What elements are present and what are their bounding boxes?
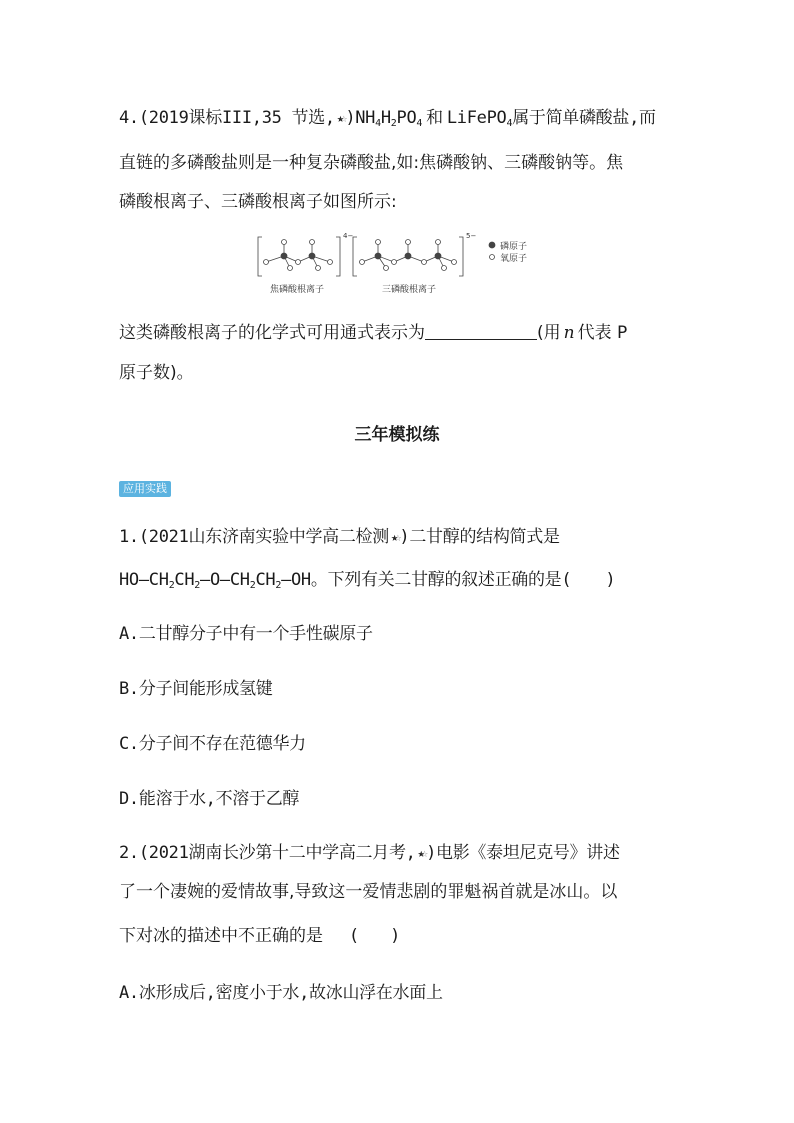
q1-option-c: C.分子间不存在范德华力 — [119, 734, 306, 754]
formula-lifepo4: LiFePO$_4$ — [446, 108, 513, 129]
q4-source: (2019课标III,35 节选, — [138, 108, 335, 128]
q2-option-a: A.冰形成后,密度小于水,故冰山浮在水面上 — [119, 983, 443, 1003]
q2-number: 2. — [119, 843, 139, 863]
q1-option-a: A.二甘醇分子中有一个手性碳原子 — [119, 624, 373, 644]
q1-option-d: D.能溶于水,不溶于乙醇 — [119, 789, 300, 809]
caption-pyrophosphate: 焦磷酸根离子 — [270, 285, 325, 295]
q1-number: 1. — [119, 527, 139, 547]
q2-line-3: 下对冰的描述中不正确的是 ( ) — [119, 926, 399, 946]
section-tag: 应用实践 — [119, 481, 171, 497]
q1-line-2: $HO—CH_2CH_2—O—CH_2CH_2—OH$。下列有关二甘醇的叙述正确的是( ) — [119, 570, 616, 591]
difficulty-stars-icon: ★☆ — [417, 846, 425, 860]
legend-p-atom: 磷原子 — [500, 242, 528, 252]
q1-option-b: B.分子间能形成氢键 — [119, 679, 273, 699]
q2-line-1: 2.(2021湖南长沙第十二中学高二月考, ★☆ )电影《泰坦尼克号》讲述 — [119, 843, 620, 863]
q4-line-4: 这类磷酸根离子的化学式可用通式表示为 (用 n 代表 P — [119, 323, 628, 343]
q4-line-5: 原子数)。 — [119, 363, 194, 383]
caption-triphosphate: 三磷酸根离子 — [382, 285, 437, 295]
answer-blank[interactable] — [425, 323, 537, 340]
q4-line-3: 磷酸根离子、三磷酸根离子如图所示: — [119, 192, 397, 212]
q2-line-2: 了一个凄婉的爱情故事,导致这一爱情悲剧的罪魁祸首就是冰山。以 — [119, 882, 618, 902]
formula-diethylene-glycol: $HO—CH_2CH_2—O—CH_2CH_2—OH$。 — [119, 570, 328, 591]
charge-right: 5− — [466, 232, 477, 240]
legend-o-atom: 氧原子 — [500, 254, 528, 264]
section-title: 三年模拟练 — [354, 425, 440, 445]
q4-number: 4. — [119, 108, 139, 128]
difficulty-stars-icon: ★☆ — [336, 111, 344, 125]
difficulty-stars-icon: ★☆ — [390, 530, 398, 544]
q1-line-1: 1.(2021山东济南实验中学高二检测 ★☆ )二甘醇的结构简式是 — [119, 527, 560, 547]
q4-line-1: 4.(2019课标III,35 节选, ★☆ )$NH_4H_2PO_4$ 和 LiFePO$_4$属于简单磷酸盐,而 — [119, 108, 656, 129]
formula-nh4h2po4: $NH_4H_2PO_4$ — [355, 108, 423, 129]
charge-left: 4− — [343, 232, 354, 240]
q4-line-2: 直链的多磷酸盐则是一种复杂磷酸盐,如:焦磷酸钠、三磷酸钠等。焦 — [119, 153, 624, 173]
phosphate-ion-figure — [254, 234, 544, 298]
